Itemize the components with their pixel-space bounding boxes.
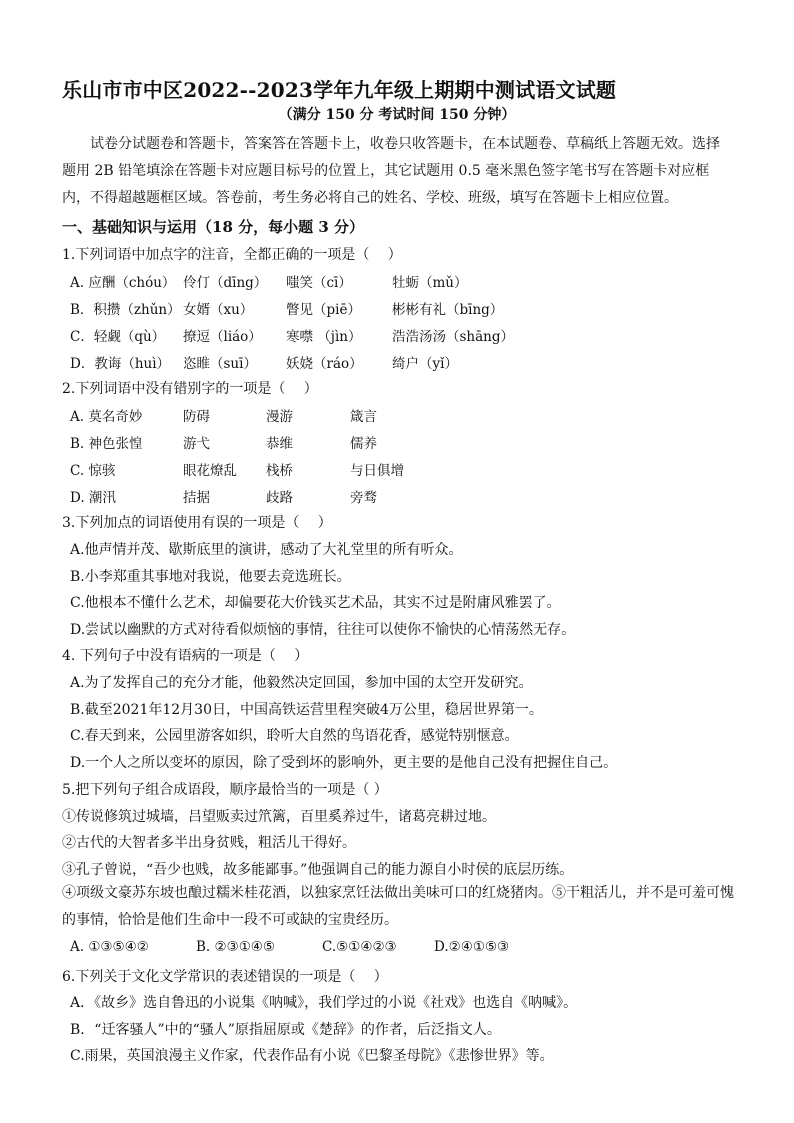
q2-option-c-2: 眼花燎乱: [183, 463, 237, 479]
q2-option-c-1: C. 惊骇: [70, 463, 116, 479]
q1-option-c-4: 浩浩汤汤（shāng）: [392, 329, 515, 345]
q4-option-c: C.春天到来，公园里游客如织，聆听大自然的鸟语花香，感觉特别惬意。: [70, 728, 519, 744]
exam-info: （满分 150 分 考试时间 150 分钟）: [278, 107, 516, 123]
q1-option-c-1: C．轻觑（qù）: [70, 329, 166, 345]
q2-option-b-2: 游弋: [183, 436, 210, 452]
q6-option-c: C.雨果，英国浪漫主义作家，代表作品有小说《巴黎圣母院》《悲惨世界》等。: [70, 1048, 554, 1064]
q5-sentence-2: ②古代的大智者多半出身贫贱，粗活儿干得好。: [62, 835, 356, 851]
q4-option-d: D.一个人之所以变坏的原因，除了受到坏的影响外，更主要的是他自己没有把握住自己。: [70, 755, 618, 771]
q1-option-b-1: B．积攒（zhǔn）: [70, 302, 181, 318]
q1-option-b-4: 彬彬有礼（bīng）: [392, 302, 504, 318]
q2-option-d-4: 旁骛: [350, 490, 377, 506]
q1-option-a-2: 伶仃（dīng）: [183, 275, 268, 291]
q5-sentence-3: ③孔子曾说，“吾少也贱，故多能鄙事。”他强调自己的能力源自小时侯的底层历练。: [62, 862, 574, 878]
question-3-stem: 3.下列加点的词语使用有误的一项是（ ）: [62, 515, 332, 531]
q1-option-a-3: 嗤笑（cī）: [286, 275, 352, 291]
q3-option-d: D.尝试以幽默的方式对待看似烦恼的事情，往往可以使你不愉快的心情荡然无存。: [70, 622, 576, 638]
q6-option-b: B．“迁客骚人”中的“骚人”原指屈原或《楚辞》的作者，后泛指文人。: [70, 1022, 501, 1038]
q1-option-b-3: 瞥见（piē）: [286, 302, 361, 318]
q2-option-b-3: 恭维: [266, 436, 293, 452]
q5-choice-b: B. ②③①④⑤: [196, 939, 276, 955]
q1-option-d-2: 恣睢（suī）: [183, 356, 257, 372]
q2-option-a-2: 防碍: [183, 409, 210, 425]
q5-sentence-1: ①传说修筑过城墙，吕望贩卖过笊篱，百里奚养过牛，诸葛亮耕过地。: [62, 809, 496, 825]
q1-option-b-2: 女婿（xu）: [183, 302, 254, 318]
q4-option-a: A.为了发挥自己的充分才能，他毅然决定回国，参加中国的太空开发研究。: [70, 675, 533, 691]
question-2-stem: 2.下列词语中没有错别字的一项是（ ）: [62, 381, 318, 397]
q4-option-b: B.截至2021年12月30日，中国高铁运营里程突破4万公里，稳居世界第一。: [70, 702, 543, 718]
q5-choice-a: A. ①③⑤④②: [70, 939, 149, 955]
q5-sentence-4-5: ④项级文豪苏东坡也酿过糯米桂花酒，以独家烹饪法做出美味可口的红烧猪肉。⑤干粗活儿，并不是可羞可愧的事情，恰恰是他们生命中一段不可或缺的宝贵经历。: [62, 885, 734, 928]
section-heading: 一、基础知识与运用（18 分，每小题 3 分）: [62, 218, 364, 236]
q3-option-c: C.他根本不懂什么艺术，却偏要花大价钱买艺术品，其实不过是附庸风雅罢了。: [70, 595, 561, 611]
question-4-stem: 4. 下列句子中没有语病的一项是（ ）: [62, 648, 309, 664]
q1-option-c-3: 寒噤 （jìn）: [286, 329, 362, 345]
q1-option-d-1: D．教诲（huì）: [70, 356, 171, 372]
q2-option-d-1: D. 潮汛: [70, 490, 116, 506]
q6-option-a: A．《故乡》选自鲁迅的小说集《呐喊》，我们学过的小说《社戏》也选自《呐喊》。: [70, 995, 578, 1011]
q1-option-a-4: 牡蛎（mǔ）: [392, 275, 468, 291]
q2-option-a-3: 漫游: [266, 409, 293, 425]
question-6-stem: 6.下列关于文化文学常识的表述错误的一项是（ ）: [62, 969, 388, 985]
q1-option-a-1: A. 应酬（chóu）: [70, 275, 176, 291]
q1-option-d-4: 绮户（yǐ）: [392, 356, 458, 372]
q3-option-b: B.小李郑重其事地对我说，他要去竞选班长。: [70, 569, 351, 585]
q1-option-c-2: 撩逗（liáo）: [183, 329, 262, 345]
q5-choice-c: C.⑤①④②③: [322, 939, 397, 955]
q2-option-c-4: 与日俱增: [350, 463, 404, 479]
q2-option-b-4: 儒养: [350, 436, 377, 452]
q2-option-a-1: A. 莫名奇妙: [70, 409, 143, 425]
question-1-stem: 1.下列词语中加点字的注音，全都正确的一项是（ ）: [62, 247, 402, 263]
page-title: 乐山市市中区2022--2023学年九年级上期期中测试语文试题: [62, 78, 617, 102]
instructions: 试卷分试题卷和答题卡，答案答在答题卡上，收卷只收答题卡，在本试题卷、草稿纸上答题无效。选择题用 2B 铅笔填涂在答题卡对应题目标号的位置上，其它试题用 0.5 毫米黑色签字笔书写在答题卡对应框内，不得超越题框区域。答卷前，考生务必将自己的姓名、学校、班级，填写在答题卡上相应位置。: [62, 136, 720, 206]
q2-option-d-3: 歧路: [266, 490, 293, 506]
q2-option-b-1: B. 神色张惶: [70, 436, 143, 452]
question-5-stem: 5.把下列句子组合成语段，顺序最恰当的一项是（ ）: [62, 782, 388, 798]
q3-option-a: A.他声情并茂、歇斯底里的演讲，感动了大礼堂里的所有听众。: [70, 542, 463, 558]
q1-option-d-3: 妖娆（ráo）: [286, 356, 363, 372]
q5-choice-d: D.②④①⑤③: [434, 939, 510, 955]
q2-option-a-4: 箴言: [350, 409, 377, 425]
q2-option-d-2: 拮据: [183, 490, 210, 506]
q2-option-c-3: 栈桥: [266, 463, 293, 479]
